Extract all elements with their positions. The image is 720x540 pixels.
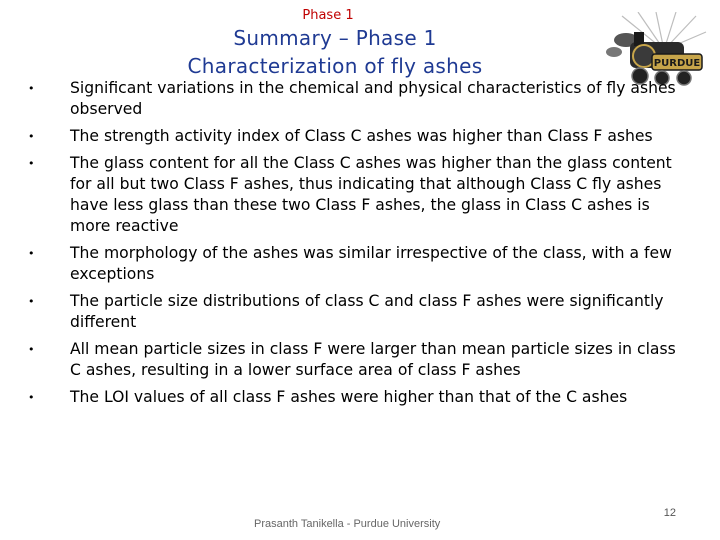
purdue-train-logo bbox=[604, 12, 708, 88]
slide-title bbox=[0, 24, 670, 80]
title-line-1: Summary – Phase 1 bbox=[233, 26, 437, 50]
bullet-dot: • bbox=[28, 130, 35, 143]
bullet-item bbox=[28, 291, 688, 333]
bullet-item bbox=[28, 153, 688, 237]
page-number: 12 bbox=[663, 507, 676, 519]
bullet-text: All mean particle sizes in class F were larger than mean particle sizes in class C ashes, resulting in a lower surface area of class F ashes bbox=[70, 340, 676, 379]
bullet-dot: • bbox=[28, 391, 35, 404]
bullet-text: The strength activity index of Class C ashes was higher than Class F ashes bbox=[70, 127, 653, 145]
bullet-text: The LOI values of all class F ashes were higher than that of the C ashes bbox=[70, 388, 628, 406]
bullet-text: The glass content for all the Class C ashes was higher than the glass content for all but two Class F ashes, thus indicating that although Class C fly ashes have less glass than these two Class F ashes, the glass in Class C ashes is more reactive bbox=[70, 154, 672, 235]
bullet-item bbox=[28, 387, 688, 408]
bullet-item bbox=[28, 78, 688, 120]
title-line-2: Characterization of fly ashes bbox=[187, 54, 483, 78]
bullet-item bbox=[28, 243, 688, 285]
bullet-list bbox=[28, 78, 688, 414]
bullet-item bbox=[28, 126, 688, 147]
bullet-item bbox=[28, 339, 688, 381]
bullet-dot: • bbox=[28, 295, 35, 308]
footer-author: Prasanth Tanikella - Purdue University bbox=[254, 518, 441, 530]
phase-label: Phase 1 bbox=[302, 8, 354, 23]
bullet-dot: • bbox=[28, 157, 35, 170]
bullet-dot: • bbox=[28, 343, 35, 356]
bullet-text: The morphology of the ashes was similar irrespective of the class, with a few exceptions bbox=[70, 244, 672, 283]
logo-text: PURDUE bbox=[653, 58, 701, 69]
bullet-text: The particle size distributions of class C and class F ashes were significantly different bbox=[70, 292, 664, 331]
bullet-text: Significant variations in the chemical and physical characteristics of fly ashes observed bbox=[70, 79, 676, 118]
bullet-dot: • bbox=[28, 247, 35, 260]
bullet-dot: • bbox=[28, 82, 35, 95]
